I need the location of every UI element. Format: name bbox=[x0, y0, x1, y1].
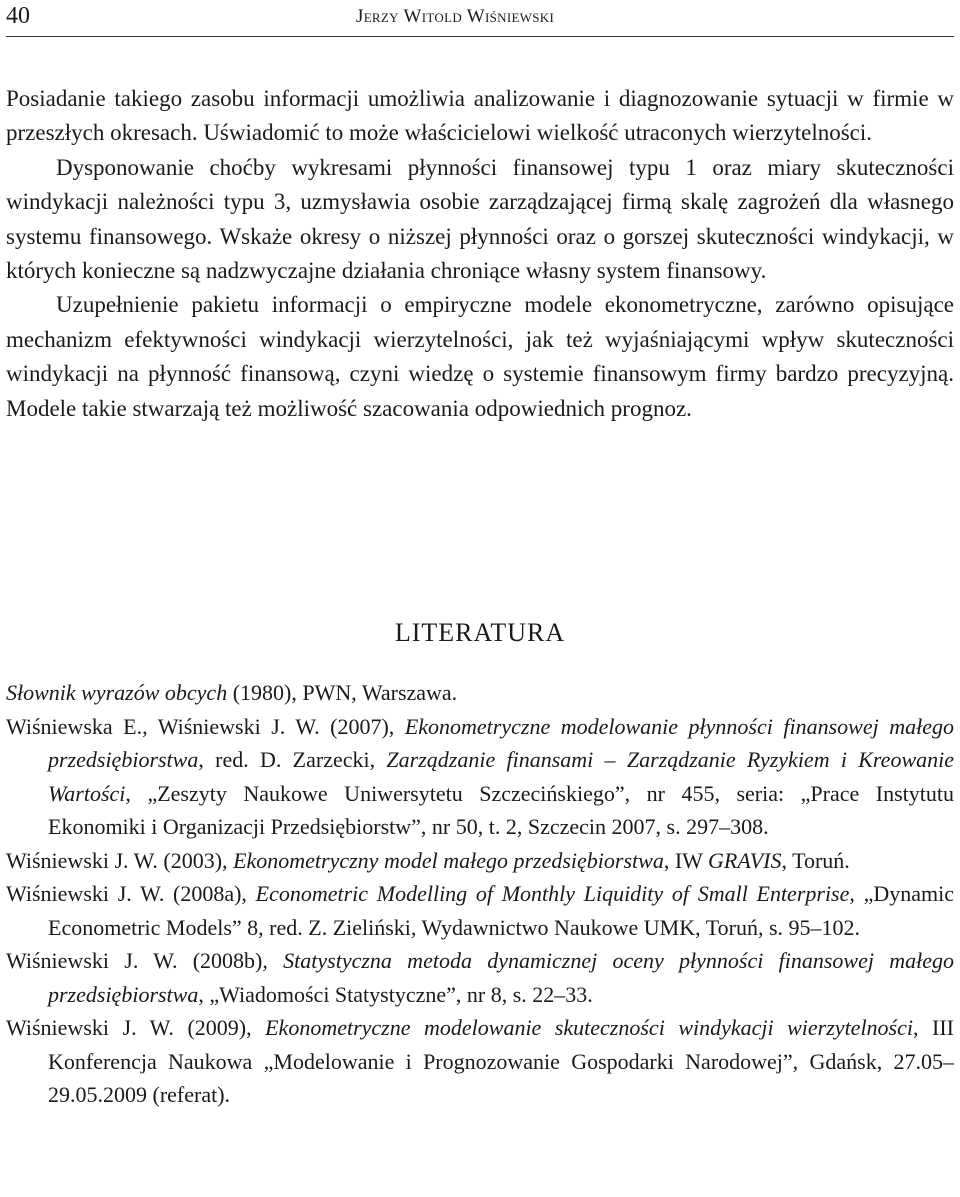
reference-item: Wiśniewski J. W. (2008b), Statystyczna metoda dynamicznej oceny płynności finansowej małego przedsiębiorstwa, „Wiadomości Statystyczne”, nr 8, s. 22–33. bbox=[6, 948, 954, 1007]
running-title: Jerzy Witold Wiśniewski bbox=[356, 6, 555, 27]
section-heading: LITERATURA bbox=[394, 618, 566, 647]
body-text bbox=[6, 82, 954, 426]
page-number: 40 bbox=[6, 3, 30, 29]
reference-item: Słownik wyrazów obcych (1980), PWN, Warszawa. bbox=[6, 680, 458, 705]
running-header bbox=[6, 0, 954, 37]
paragraph-3: Uzupełnienie pakietu informacji o empiryczne modele ekonometryczne, zarówno opisujące mechanizm efektywności windykacji wierzytelności, jak też wyjaśniającymi wpływ skuteczności windykacji na płynność finansową, czyni wiedzę o systemie finansowym firmy bardzo precyzyjną. Modele takie stwarzają też możliwość szacowania odpowiednich prognoz. bbox=[6, 292, 954, 421]
reference-item: Wiśniewski J. W. (2008a), Econometric Modelling of Monthly Liquidity of Small Enterprise, „Dynamic Econometric Models” 8, red. Z. Zieliński, Wydawnictwo Naukowe UMK, Toruń, s. 95–102. bbox=[6, 881, 955, 940]
paragraph-1: Posiadanie takiego zasobu informacji umożliwia analizowanie i diagnozowanie sytuacji w firmie w przeszłych okresach. Uświadomić to może właścicielowi wielkość utraconych wierzytelności. bbox=[6, 86, 954, 146]
reference-item: Wiśniewska E., Wiśniewski J. W. (2007), Ekonometryczne modelowanie płynności finansowej małego przedsiębiorstwa, red. D. Zarzecki, Zarządzanie finansami – Zarządzanie Ryzykiem i Kreowanie Wartości, „Zeszyty Naukowe Uniwersytetu Szczecińskiego”, nr 455, seria: „Prace Instytutu Ekonomiki i Organizacji Przedsiębiorstw”, nr 50, t. 2, Szczecin 2007, s. 297–308. bbox=[6, 713, 954, 839]
reference-item: Wiśniewski J. W. (2009), Ekonometryczne modelowanie skuteczności windykacji wierzytelności, III Konferencja Naukowa „Modelowanie i Prognozowanie Gospodarki Narodowej”, Gdańsk, 27.05–29.05.2009 (referat). bbox=[6, 1015, 954, 1107]
reference-item: Wiśniewski J. W. (2003), Ekonometryczny model małego przedsiębiorstwa, IW GRAVIS, Toruń. bbox=[6, 847, 850, 873]
paragraph-2: Dysponowanie choćby wykresami płynności finansowej typu 1 oraz miary skuteczności windykacji należności typu 3, uzmysławia osobie zarządzającej firmą skalę zagrożeń dla własnego systemu finansowego. Wskaże okresy o niższej płynności oraz o gorszej skuteczności windykacji, w których konieczne są nadzwyczajne działania chroniące własny system finansowy. bbox=[6, 154, 954, 284]
reference-list bbox=[6, 676, 954, 1112]
